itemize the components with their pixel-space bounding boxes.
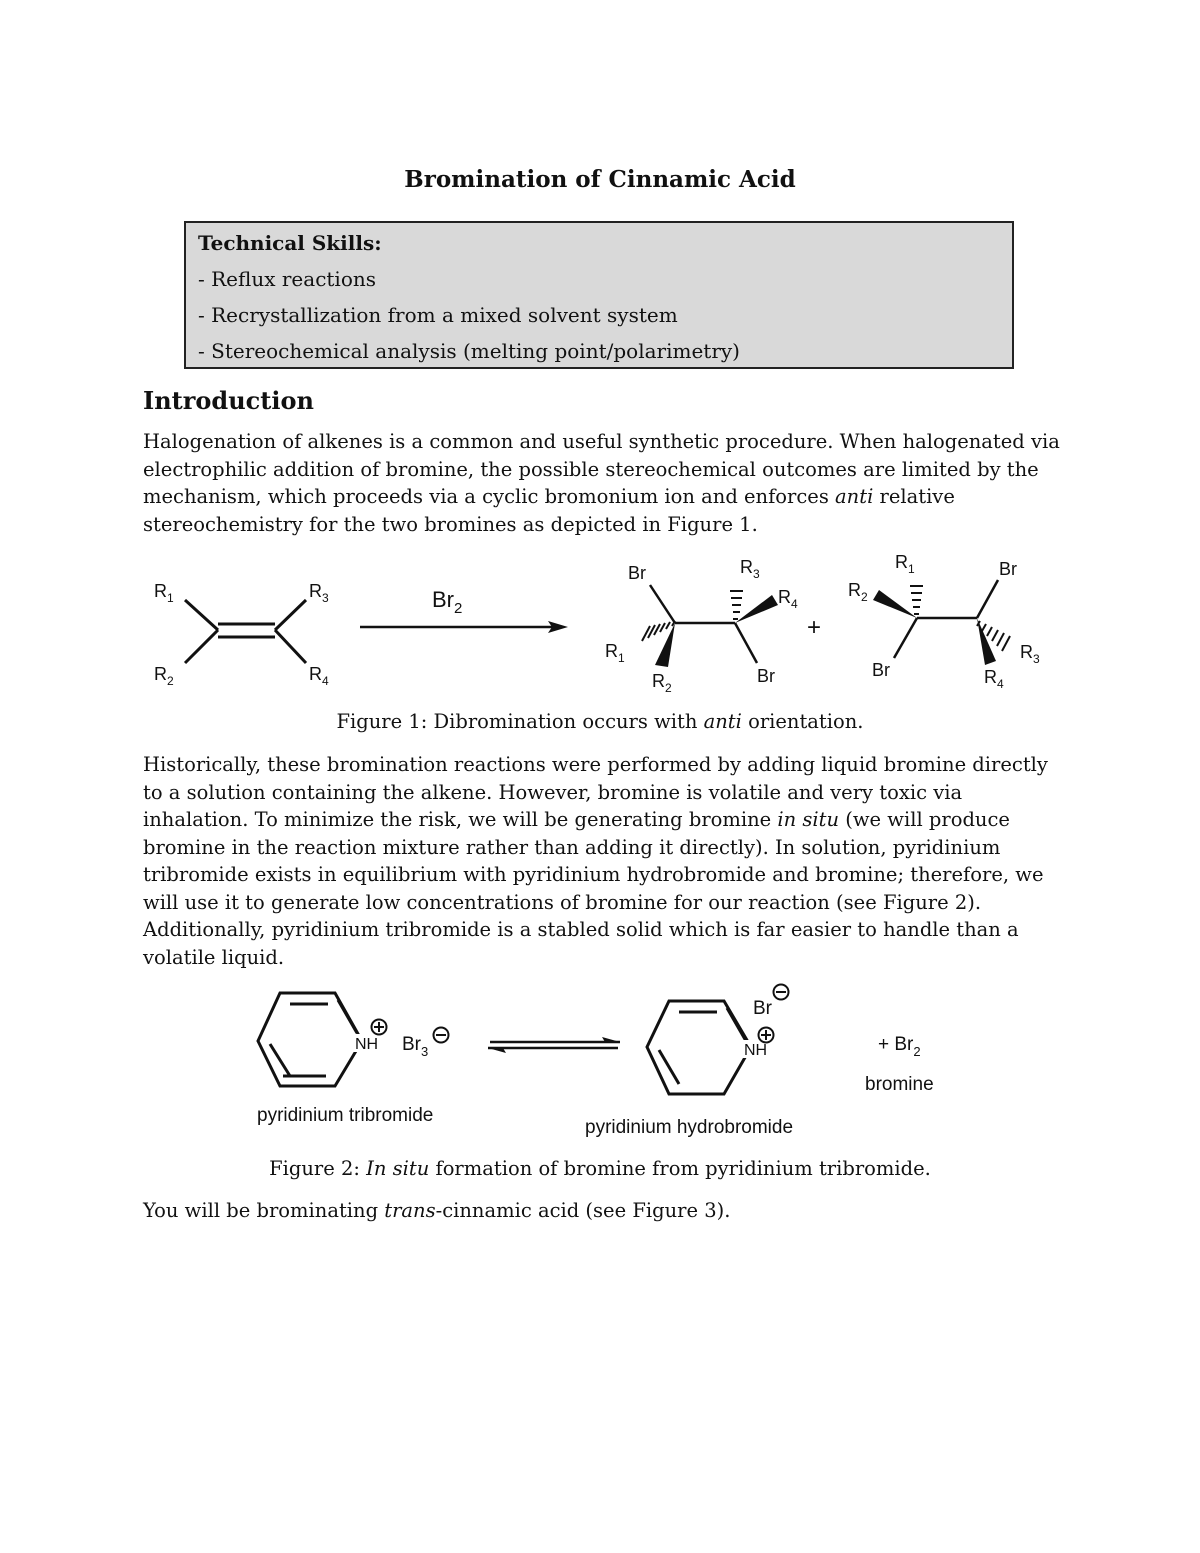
r3-label: $R_3$: [1020, 642, 1040, 666]
r2-label: $R_2$: [652, 671, 672, 695]
product-2-structure: [873, 580, 1010, 665]
r1-label: $R_1$: [605, 641, 625, 665]
r2-label: $R_2$: [848, 580, 868, 604]
skill-item: - Stereochemical analysis (melting point/polarimetry): [198, 339, 740, 363]
plus-sign: +: [807, 614, 822, 641]
skill-item: - Reflux reactions: [198, 267, 377, 291]
r4-label: $R_4$: [309, 664, 329, 688]
paragraph-text: (we will produce bromine in the reaction mixture rather than adding it directly). In solution, pyridinium tribromide exists in equilibrium with pyridinium hydrobromide and bromine; therefore, we will use it to generate low concentrations of bromine for our reaction (see Figure 2). Additionally, pyridinium tribromide is a stabled solid which is far easier to handle than a volatile liquid.: [143, 808, 1044, 969]
r3-label: $R_3$: [309, 581, 329, 605]
technical-skills-box: [184, 221, 1014, 369]
paragraph-text: You will be brominating: [143, 1199, 385, 1222]
br-label: Br: [628, 563, 646, 583]
figure-1-reaction-scheme: [0, 545, 1200, 705]
r1-label: $R_1$: [154, 581, 174, 605]
emphasis-text: in situ: [777, 808, 840, 831]
emphasis-text: trans: [384, 1199, 436, 1222]
skill-item: - Recrystallization from a mixed solvent system: [198, 303, 678, 327]
pyridinium-ring: [647, 1001, 751, 1094]
tribromide-label: $Br_3$: [402, 1034, 429, 1059]
intro-paragraph-1: [143, 428, 1063, 538]
intro-paragraph-3: [143, 1197, 1063, 1225]
reagent-label: $Br_2$: [432, 587, 463, 617]
product-1-structure: [642, 585, 778, 667]
br-label: Br: [757, 666, 775, 686]
br-label: Br: [872, 660, 890, 680]
figure-1-caption: Figure 1: Dibromination occurs with anti orientation.: [336, 710, 864, 733]
paragraph-text: Historically, these bromination reactions were performed by adding liquid bromine directly to a solution containing the alkene. However, bromine is volatile and very toxic via inhalation. To minimize the risk, we will be generating bromine: [143, 753, 1048, 831]
nh-label: NH: [744, 1042, 768, 1059]
intro-paragraph-2: [143, 751, 1063, 971]
r4-label: $R_4$: [984, 667, 1004, 691]
pyridinium-ring: [258, 993, 362, 1086]
page-title: Bromination of Cinnamic Acid: [404, 166, 796, 193]
skills-heading: Technical Skills:: [198, 231, 382, 255]
alkene-structure: [185, 600, 306, 663]
section-heading-introduction: Introduction: [143, 386, 314, 415]
figure-2-caption: Figure 2: In situ formation of bromine from pyridinium tribromide.: [269, 1157, 931, 1180]
pyridinium-tribromide-label: pyridinium tribromide: [257, 1105, 434, 1126]
r3-label: $R_3$: [740, 557, 760, 581]
paragraph-text: relative stereochemistry for the two bromines as depicted in Figure 1.: [143, 485, 955, 536]
r1-label: $R_1$: [895, 552, 915, 576]
bromide-label: Br: [753, 998, 772, 1019]
r4-label: $R_4$: [778, 587, 798, 611]
r2-label: $R_2$: [154, 664, 174, 688]
equilibrium-arrow-icon: [488, 1037, 620, 1053]
pyridinium-hydrobromide-label: pyridinium hydrobromide: [585, 1117, 794, 1138]
emphasis-text: anti: [835, 485, 874, 508]
figure-2-equilibrium-scheme: [0, 978, 1200, 1148]
bromine-label: bromine: [865, 1074, 934, 1095]
paragraph-text: -cinnamic acid (see Figure 3).: [435, 1199, 731, 1222]
plus-bromine-label: + $Br_2$: [878, 1034, 921, 1059]
nh-label: NH: [355, 1036, 379, 1053]
paragraph-text: Halogenation of alkenes is a common and useful synthetic procedure. When halogenated via electrophilic addition of bromine, the possible stereochemical outcomes are limited by the mechanism, which proceeds via a cyclic bromonium ion and enforces: [143, 430, 1060, 508]
br-label: Br: [999, 559, 1017, 579]
